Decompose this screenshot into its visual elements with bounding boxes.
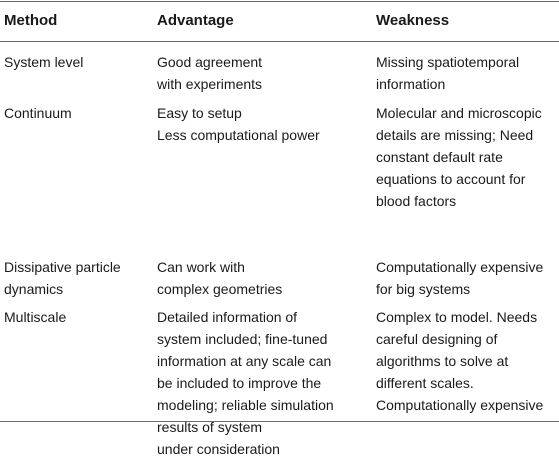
table-row (0, 256, 559, 306)
table-top-rule (0, 1, 559, 2)
cell-method: Dissipative particle dynamics (4, 259, 121, 297)
cell-weakness: Complex to model. Needs careful designing of algorithms to solve at different scales. Computationally expensive (376, 309, 544, 413)
table-row (0, 102, 559, 256)
header-advantage: Advantage (157, 12, 234, 29)
table-header-row (0, 10, 559, 34)
cell-weakness: Computationally expensive for big systems (376, 259, 544, 297)
cell-method: Continuum (4, 105, 72, 121)
header-weakness: Weakness (376, 12, 450, 29)
cell-advantage: Can work with complex geometries (157, 259, 283, 297)
cell-advantage: Good agreement with experiments (157, 54, 263, 92)
cell-method: System level (4, 54, 84, 70)
cell-method: Multiscale (4, 309, 67, 325)
table-row (0, 51, 559, 102)
table-body (0, 51, 559, 466)
cell-advantage: Detailed information of system included; fine-tuned information at any scale can be included to improve the modeling; reliable simulation results of system under consideration (157, 309, 334, 457)
header-method: Method (4, 12, 58, 29)
table-row (0, 306, 559, 466)
cell-weakness: Missing spatiotemporal information (376, 54, 520, 92)
table-bottom-rule (0, 421, 559, 422)
table-header-rule (0, 41, 559, 42)
cell-advantage: Easy to setup Less computational power (157, 105, 320, 143)
cell-weakness: Molecular and microscopic details are missing; Need constant default rate equations to account for blood factors (376, 105, 542, 209)
